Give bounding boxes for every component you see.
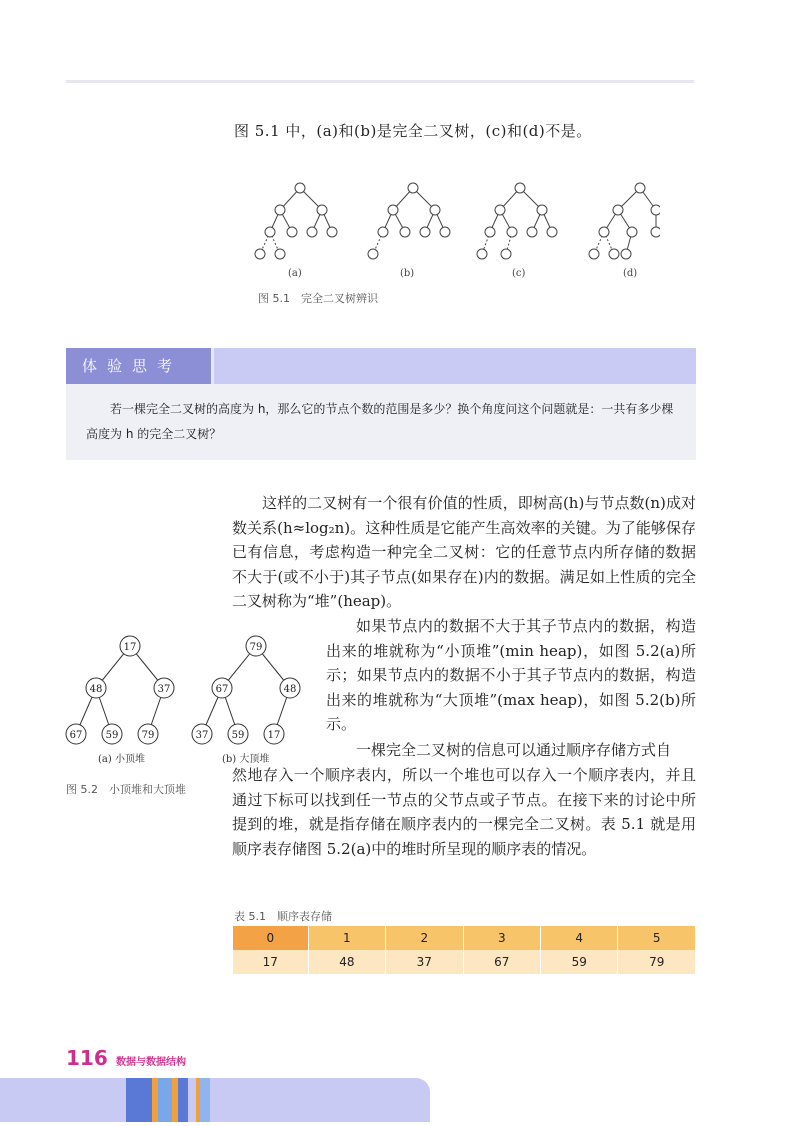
fig51-label-b: (b) xyxy=(400,268,415,279)
max-heap-node: 17 xyxy=(267,730,281,741)
footer-stripes xyxy=(0,1078,430,1122)
min-heap-node: 37 xyxy=(157,684,171,695)
table-value-cell: 37 xyxy=(386,950,463,974)
table-value-cell: 67 xyxy=(463,950,540,974)
table-index-cell: 5 xyxy=(618,926,696,950)
figure-5-2 xyxy=(62,630,312,780)
min-heap-node: 79 xyxy=(141,730,155,741)
table-index-cell: 3 xyxy=(463,926,540,950)
tree-d xyxy=(589,183,660,259)
table-value-cell: 17 xyxy=(233,950,308,974)
min-heap-label: (a) 小顶堆 xyxy=(98,754,145,765)
footer-strip xyxy=(0,1078,430,1122)
intro-text: 图 5.1 中，(a)和(b)是完全二叉树，(c)和(d)不是。 xyxy=(234,122,592,140)
max-heap-node: 48 xyxy=(283,684,297,695)
min-heap-node: 48 xyxy=(89,684,103,695)
max-heap-node: 79 xyxy=(249,642,263,653)
fig51-label-c: (c) xyxy=(512,268,526,279)
max-heap-tree xyxy=(192,636,300,744)
table-5-1-caption: 表 5.1 顺序表存储 xyxy=(234,910,332,923)
table-value-row xyxy=(233,950,696,974)
paragraph-sequential-storage-first-line: 一棵完全二叉树的信息可以通过顺序存储方式自 xyxy=(356,741,672,759)
min-heap-node: 59 xyxy=(105,730,119,741)
figure-5-2-caption: 图 5.2 小顶堆和大顶堆 xyxy=(66,783,186,796)
max-heap-node: 59 xyxy=(231,730,245,741)
book-title: 数据与数据结构 xyxy=(116,1057,186,1068)
tree-c xyxy=(477,183,557,259)
think-title: 体验思考 xyxy=(66,348,214,384)
paragraph-min-max-heap: 如果节点内的数据不大于其子节点内的数据，构造出来的堆就称为“小顶堆”(min heap)，如图 5.2(a)所示；如果节点内的数据不小于其子节点内的数据，构造出来的堆就称为“大顶堆”(max heap)，如图 5.2(b)所示。 xyxy=(326,617,696,733)
table-index-cell: 0 xyxy=(233,926,308,950)
tree-b xyxy=(368,183,450,259)
table-index-cell: 4 xyxy=(541,926,618,950)
figure-5-1 xyxy=(240,178,660,283)
table-value-cell: 48 xyxy=(308,950,385,974)
table-5-1 xyxy=(233,926,696,974)
paragraph-heap-property: 这样的二叉树有一个很有价值的性质，即树高(h)与节点数(n)成对数关系(h≈log₂n)。这种性质是它能产生高效率的关键。为了能够保存已有信息，考虑构造一种完全二叉树：它的任意节点内所存储的数据不大于(或不小于)其子节点(如果存在)内的数据。满足如上性质的完全二叉树称为“堆”(heap)。 xyxy=(232,494,696,610)
table-value-cell: 79 xyxy=(618,950,696,974)
table-index-cell: 1 xyxy=(308,926,385,950)
min-heap-node: 17 xyxy=(123,642,137,653)
tree-a xyxy=(255,183,337,259)
table-index-row xyxy=(233,926,696,950)
think-text: 若一棵完全二叉树的高度为 h，那么它的节点个数的范围是多少？换个角度问这个问题就是：一共有多少棵高度为 h 的完全二叉树？ xyxy=(86,402,674,441)
max-heap-label: (b) 大顶堆 xyxy=(222,754,270,765)
max-heap-node: 37 xyxy=(195,730,209,741)
max-heap-node: 67 xyxy=(215,684,229,695)
top-rule xyxy=(66,80,694,83)
paragraph-sequential-storage: 然地存入一个顺序表内，所以一个堆也可以存入一个顺序表内，并且通过下标可以找到任一节点的父节点或子节点。在接下来的讨论中所提到的堆，就是指存储在顺序表内的一棵完全二叉树。表 5.1 就是用顺序表存储图 5.2(a)中的堆时所呈现的顺序表的情况。 xyxy=(232,766,696,858)
min-heap-tree xyxy=(66,636,174,744)
fig51-label-a: (a) xyxy=(288,268,302,279)
figure-5-1-caption: 图 5.1 完全二叉树辨识 xyxy=(258,292,378,305)
min-heap-node: 67 xyxy=(69,730,83,741)
table-value-cell: 59 xyxy=(541,950,618,974)
fig51-label-d: (d) xyxy=(623,268,638,279)
page-number: 116 xyxy=(66,1046,108,1070)
table-index-cell: 2 xyxy=(386,926,463,950)
